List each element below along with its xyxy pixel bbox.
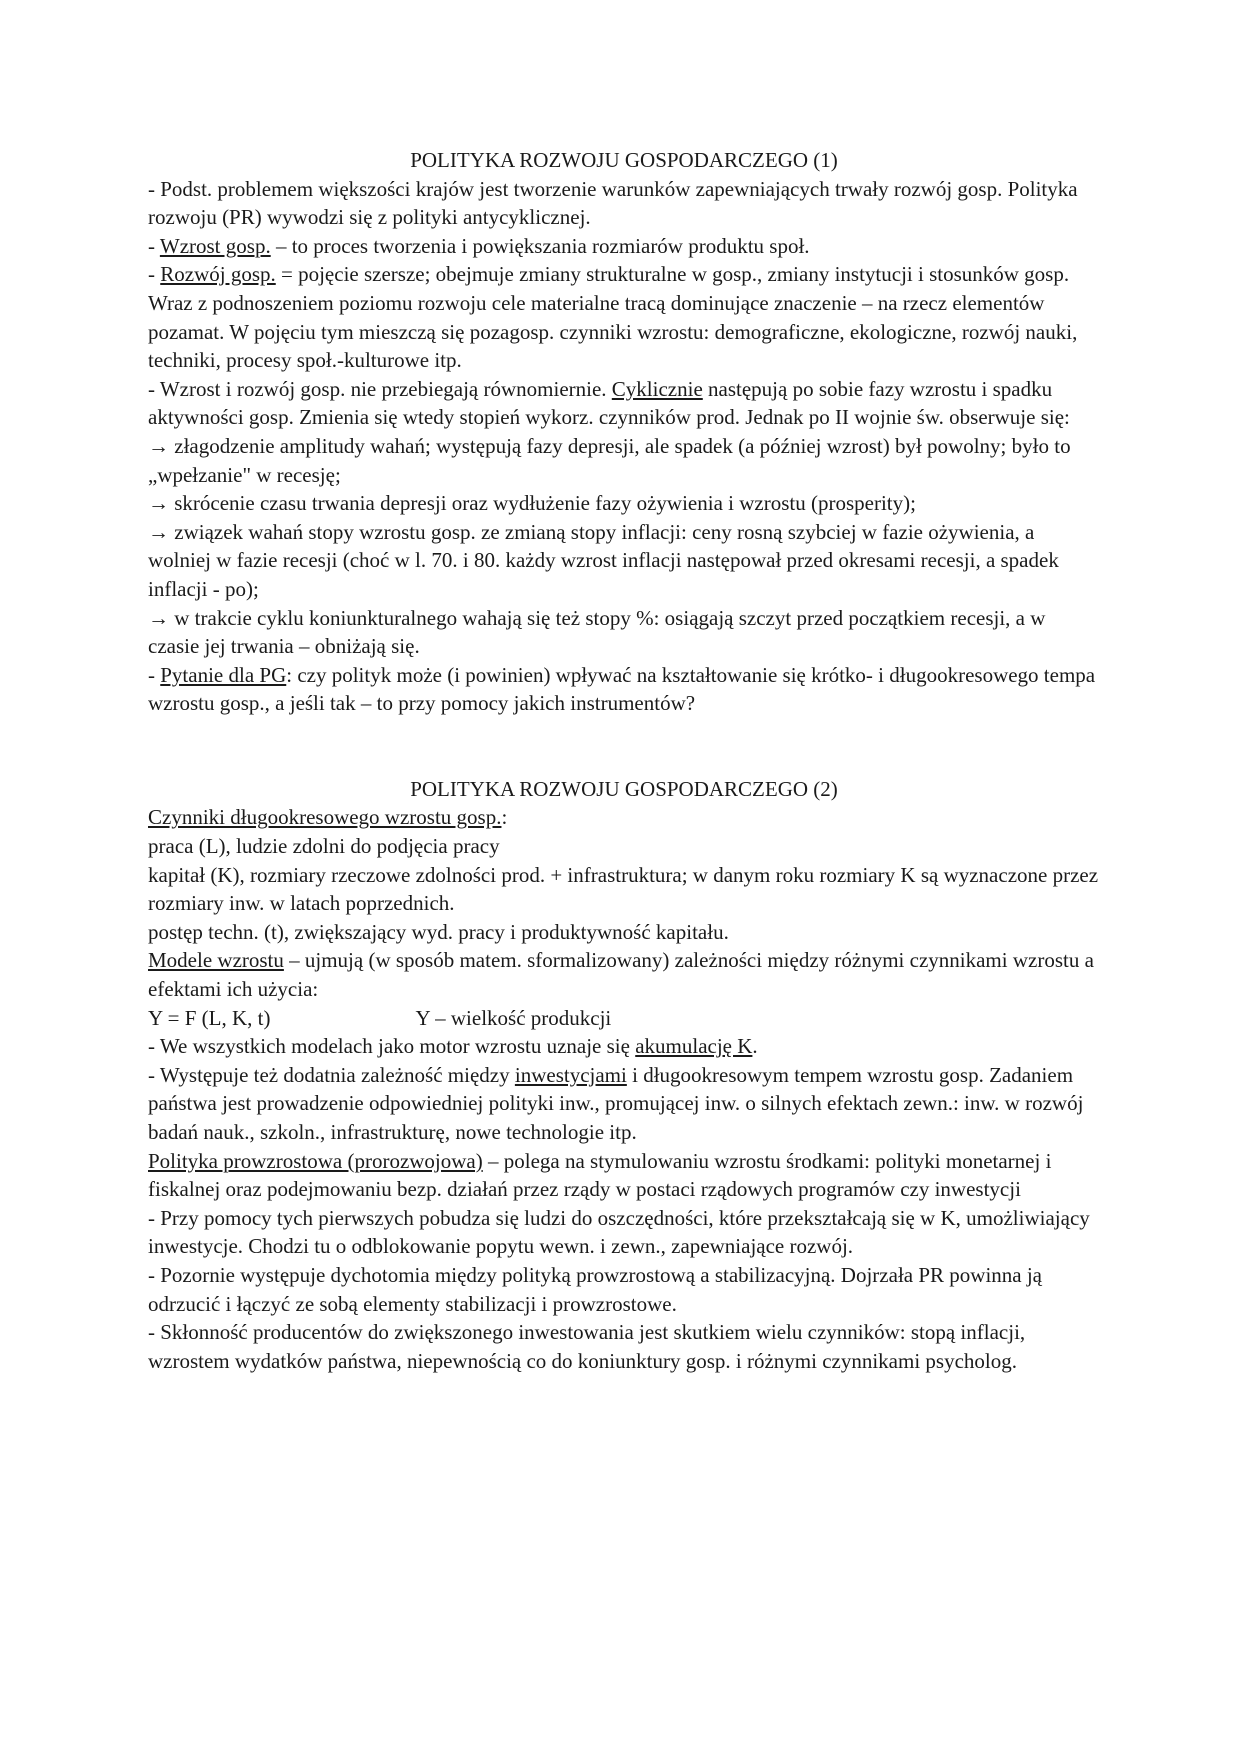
term-akumulacja: akumulację K: [635, 1034, 753, 1059]
factor-item: kapitał (K), rozmiary rzeczowe zdolności prod. + infrastruktura; w danym roku rozmiary K są wyznaczone przez rozmiary inw. w latach poprzednich.: [148, 862, 1099, 916]
term-polityka-prowzrostowa: Polityka prowzrostowa (prorozwojowa): [148, 1148, 483, 1173]
paragraph: - Pytanie dla PG: czy polityk może (i powinien) wpływać na kształtowanie się krótko- i długookresowego tempa wzrostu gosp., a jeśli tak – to przy pomocy jakich instrumentów?: [148, 662, 1096, 716]
document-page: [148, 146, 1100, 1375]
term-modele: Modele wzrostu: [148, 948, 284, 973]
paragraph: - Rozwój gosp. = pojęcie szersze; obejmuje zmiany strukturalne w gosp., zmiany instytucji i stosunków gosp. Wraz z podnoszeniem poziomu rozwoju cele materialne tracą dominujące znaczenie – na rzecz elementów pozamat. W pojęciu tym mieszczą się pozagosp. czynniki wzrostu: demograficzne, ekologiczne, rozwój nauki, techniki, procesy społ.-kulturowe itp.: [148, 262, 1078, 373]
section-gap: [148, 718, 1100, 775]
equation-line: [148, 1004, 1100, 1033]
paragraph: Modele wzrostu – ujmują (w sposób matem. sformalizowany) zależności między różnymi czynnikami wzrostu a efektami ich użycia:: [148, 948, 1094, 1002]
paragraph: - Skłonność producentów do zwiększonego inwestowania jest skutkiem wielu czynników: stopą inflacji, wzrostem wydatków państwa, niepewnością co do koniunktury gosp. i różnymi czynnikami psycholog.: [148, 1320, 1026, 1373]
paragraph: - Wzrost i rozwój gosp. nie przebiegają równomiernie. Cyklicznie następują po sobie fazy wzrostu i spadku aktywności gosp. Zmienia się wtedy stopień wykorz. czynników prod. Jednak po II wojnie św. obserwuje się:: [148, 376, 1070, 430]
equation: Y = F (L, K, t): [148, 1005, 271, 1030]
factor-item: praca (L), ludzie zdolni do podjęcia pracy: [148, 834, 500, 859]
paragraph: - We wszystkich modelach jako motor wzrostu uznaje się akumulację K.: [148, 1034, 758, 1059]
bullet-item: → związek wahań stopy wzrostu gosp. ze zmianą stopy inflacji: ceny rosną szybciej w fazie ożywienia, a wolniej w fazie recesji (choć w l. 70. i 80. każdy wzrost inflacji następował przed okresami recesji, a spadek inflacji - po);: [148, 519, 1059, 601]
term-wzrost: Wzrost gosp.: [159, 233, 271, 258]
section-1-title: POLITYKA ROZWOJU GOSPODARCZEGO (1): [410, 148, 838, 172]
term-inwestycje: inwestycjami: [514, 1062, 627, 1087]
bullet-item: → złagodzenie amplitudy wahań; występują fazy depresji, ale spadek (a później wzrost) był powolny; było to „wpełzanie" w recesję;: [148, 433, 1071, 487]
paragraph: - Przy pomocy tych pierwszych pobudza się ludzi do oszczędności, które przekształcają się w K, umożliwiający inwestycje. Chodzi tu o odblokowanie popytu wewn. i zewn., zapewniające rozwój.: [148, 1205, 1090, 1259]
paragraph: Polityka prowzrostowa (prorozwojowa) – polega na stymulowaniu wzrostu środkami: polityki monetarnej i fiskalnej oraz podejmowaniu bezp. działań przez rządy w postaci rządowych programów czy inwestycji: [148, 1148, 1052, 1202]
section-2-title: POLITYKA ROZWOJU GOSPODARCZEGO (2): [410, 776, 838, 801]
equation-legend: Y – wielkość produkcji: [415, 1005, 612, 1030]
paragraph: - Pozornie występuje dychotomia między polityką prowzrostową a stabilizacyjną. Dojrzała PR powinna ją odrzucić i łączyć ze sobą elementy stabilizacji i prowzrostowe.: [148, 1262, 1043, 1316]
paragraph: - Wzrost gosp. – to proces tworzenia i powiększania rozmiarów produktu społ.: [148, 233, 810, 258]
paragraph: - Występuje też dodatnia zależność między inwestycjami i długookresowym tempem wzrostu gosp. Zadaniem państwa jest prowadzenie odpowiedniej polityki inw., promującej inw. o silnych efektach zewn.: inw. w rozwój badań nauk., szkoln., infrastrukturę, nowe technologie itp.: [148, 1062, 1084, 1144]
term-cyklicznie: Cyklicznie: [611, 376, 703, 401]
paragraph: - Podst. problemem większości krajów jest tworzenie warunków zapewniających trwały rozwój gosp. Polityka rozwoju (PR) wywodzi się z polityki antycyklicznej.: [148, 176, 1078, 230]
term-rozwoj: Rozwój gosp.: [160, 262, 276, 287]
term-pytanie: Pytanie dla PG: [160, 662, 287, 687]
factor-item: postęp techn. (t), zwiększający wyd. pracy i produktywność kapitału.: [148, 919, 729, 944]
bullet-item: → skrócenie czasu trwania depresji oraz wydłużenie fazy ożywienia i wzrostu (prosperity);: [148, 491, 916, 516]
bullet-item: → w trakcie cyklu koniunkturalnego wahają się też stopy %: osiągają szczyt przed początkiem recesji, a w czasie jej trwania – obniżają się.: [148, 605, 1046, 659]
factors-heading: Czynniki długookresowego wzrostu gosp.:: [148, 805, 508, 830]
